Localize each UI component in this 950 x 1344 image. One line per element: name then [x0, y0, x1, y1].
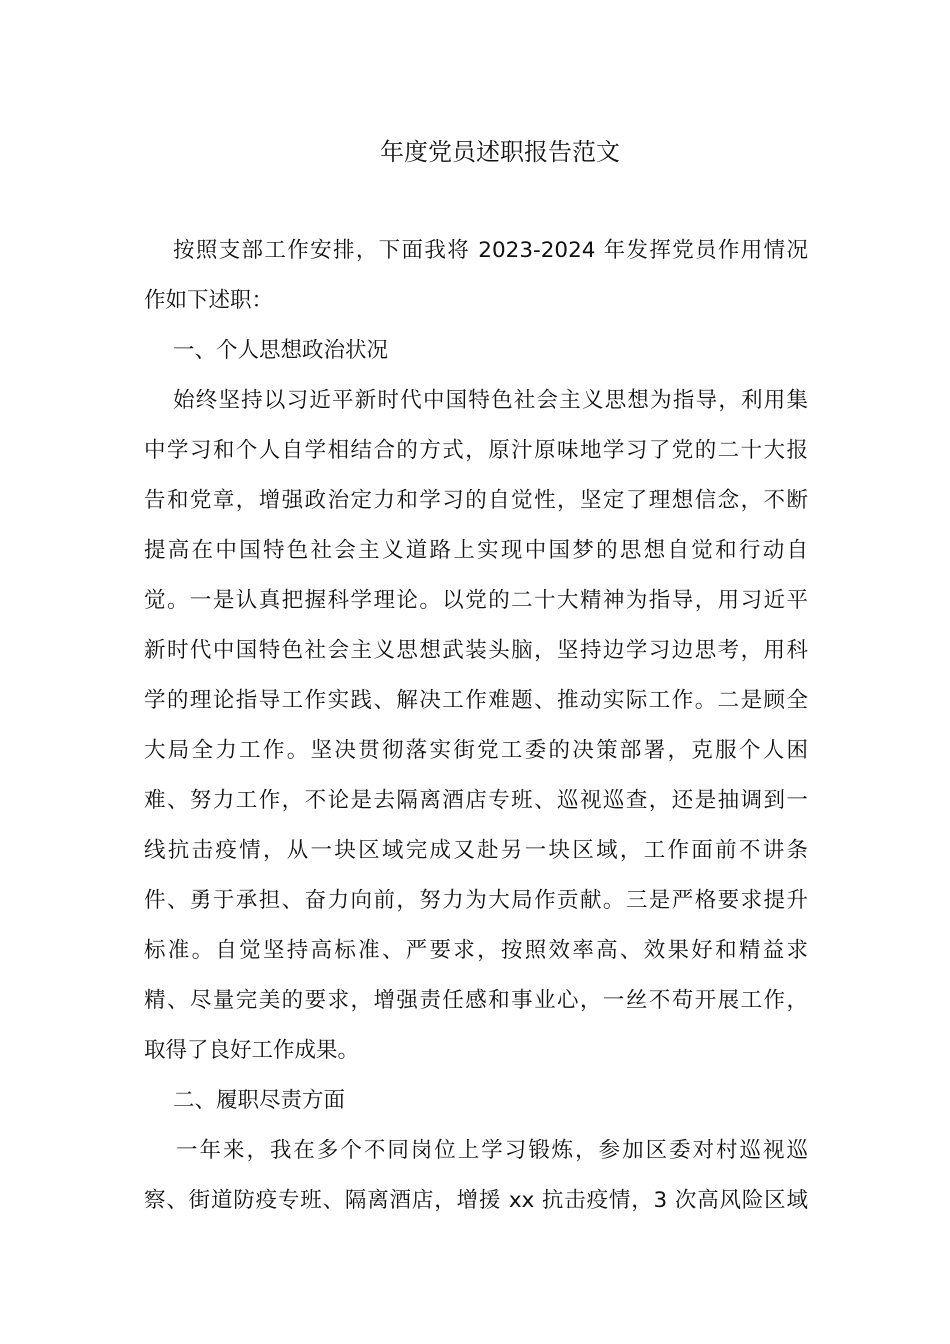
- paragraph-line: 学的理论指导工作实践、解决工作难题、推动实际工作。二是顾全: [144, 688, 808, 713]
- paragraph-line: 提高在中国特色社会主义道路上实现中国梦的思想自觉和行动自: [144, 538, 808, 563]
- paragraph-line: 取得了良好工作成果。: [144, 1038, 360, 1063]
- paragraph-line: 线抗击疫情，从一块区域完成又赴另一块区域，工作面前不讲条: [144, 838, 808, 863]
- document-title: 年度党员述职报告范文: [380, 138, 620, 166]
- paragraph-line: 一年来，我在多个不同岗位上学习锻炼，参加区委对村巡视巡: [176, 1138, 808, 1163]
- paragraph-line: 告和党章，增强政治定力和学习的自觉性，坚定了理想信念，不断: [144, 488, 808, 513]
- paragraph-line: 觉。一是认真把握科学理论。以党的二十大精神为指导，用习近平: [144, 588, 808, 613]
- section-heading: 一、个人思想政治状况: [173, 338, 389, 363]
- paragraph-line: 新时代中国特色社会主义思想武装头脑，坚持边学习边思考，用科: [144, 638, 808, 663]
- paragraph-line: 件、勇于承担、奋力向前，努力为大局作贡献。三是严格要求提升: [144, 888, 808, 913]
- paragraph-line: 大局全力工作。坚决贯彻落实街党工委的决策部署，克服个人困: [144, 738, 808, 763]
- paragraph-line: 始终坚持以习近平新时代中国特色社会主义思想为指导，利用集: [173, 388, 808, 413]
- paragraph-line: 察、街道防疫专班、隔离酒店，增援 xx 抗击疫情，3 次高风险区域: [144, 1188, 808, 1213]
- paragraph-line: 难、努力工作，不论是去隔离酒店专班、巡视巡查，还是抽调到一: [144, 788, 808, 813]
- paragraph-line: 精、尽量完美的要求，增强责任感和事业心，一丝不苟开展工作，: [144, 988, 808, 1013]
- paragraph-line: 中学习和个人自学相结合的方式，原汁原味地学习了党的二十大报: [144, 438, 808, 463]
- paragraph-line: 作如下述职：: [144, 288, 274, 313]
- paragraph-line: 按照支部工作安排，下面我将 2023-2024 年发挥党员作用情况: [173, 238, 808, 263]
- section-heading: 二、履职尽责方面: [173, 1088, 346, 1113]
- paragraph-line: 标准。自觉坚持高标准、严要求，按照效率高、效果好和精益求: [144, 938, 808, 963]
- document-body: [144, 226, 808, 1226]
